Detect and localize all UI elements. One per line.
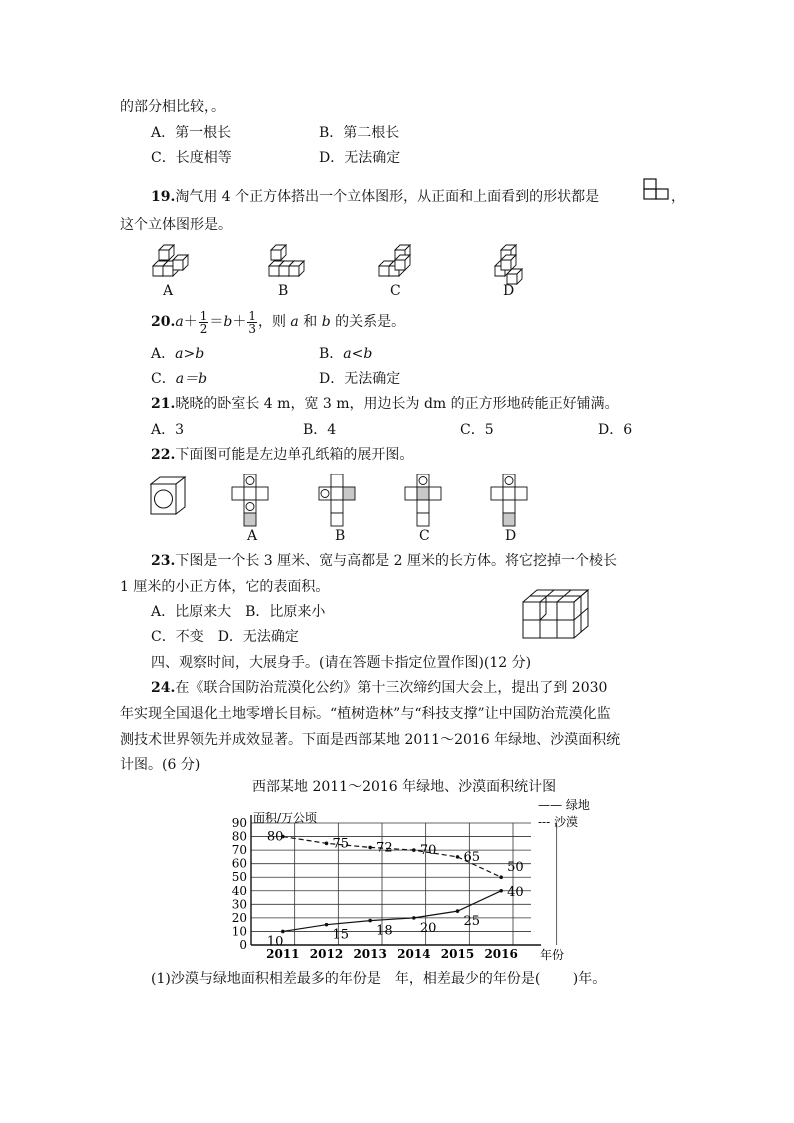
y-tick-80: 80 — [231, 829, 247, 844]
q19-label-b: B — [278, 283, 289, 299]
q20-var-b: b — [223, 314, 233, 330]
y-tick-50: 50 — [231, 870, 247, 885]
q21-option-b[interactable]: B．4 — [303, 422, 337, 438]
prev-option-a[interactable]: A．第一根长 — [151, 125, 232, 141]
q20-option-d[interactable]: D．无法确定 — [319, 371, 401, 387]
chart-x-ticks — [266, 947, 518, 961]
q23-cuboid-figure — [520, 588, 592, 642]
q24-sub1: (1)沙漠与绿地面积相差最多的年份是 年，相差最少的年份是( )年。 — [151, 971, 607, 987]
q19-label-a: A — [163, 283, 174, 299]
point-green-2016 — [499, 889, 503, 893]
q19-figure-c[interactable] — [379, 245, 410, 276]
x-tick-2014: 2014 — [397, 947, 431, 961]
q22-stem — [151, 446, 413, 464]
q23-options-ab[interactable]: A．比原来大 B．比原来小 — [151, 604, 326, 620]
q20-option-a-expr: a>b — [175, 346, 205, 362]
q20-and: 和 — [303, 314, 318, 330]
q22-net-c[interactable] — [405, 474, 441, 526]
y-tick-60: 60 — [231, 856, 247, 871]
data-label-desert-2012: 75 — [332, 836, 350, 852]
x-tick-2015: 2015 — [440, 947, 475, 961]
q21-option-c[interactable]: C．5 — [460, 422, 494, 438]
q19-text2: 这个立体图形是。 — [120, 217, 232, 233]
point-green-2014 — [412, 916, 416, 920]
q24-line4: 计图。(6 分) — [120, 757, 201, 773]
q24-line1 — [151, 679, 607, 697]
point-desert-2015 — [456, 855, 460, 859]
point-green-2012 — [325, 923, 329, 927]
q20-fraction-half — [199, 310, 209, 335]
chart-title: 西部某地 2011～2016 年绿地、沙漠面积统计图 — [252, 779, 557, 795]
y-tick-30: 30 — [231, 897, 247, 912]
q19-number: 19. — [151, 189, 176, 205]
q21-stem — [151, 395, 619, 413]
y-tick-40: 40 — [231, 883, 247, 898]
chart-x-axis-label: 年份 — [540, 948, 565, 962]
q19-stem — [151, 188, 599, 206]
y-tick-90: 90 — [231, 816, 247, 830]
data-label-green-2011: 10 — [266, 934, 284, 950]
q20-plus: ＋ — [183, 314, 198, 330]
q24-line3: 测技术世界领先并成效显著。下面是西部某地 2011～2016 年绿地、沙漠面积统 — [120, 732, 621, 748]
q22-label-d: D — [505, 528, 517, 544]
q19-comma: ， — [671, 189, 685, 205]
q20-var-a2: a — [290, 314, 299, 330]
q23-number: 23. — [151, 553, 176, 569]
x-tick-2013: 2013 — [353, 947, 387, 961]
q22-net-d[interactable] — [491, 474, 527, 526]
q20-number: 20. — [151, 314, 176, 330]
q20-frac2-den: 3 — [248, 321, 256, 336]
q23-text1: 下图是一个长 3 厘米、宽与高都是 2 厘米的长方体。将它挖掉一个棱长 — [175, 553, 617, 569]
q20-tail1: ，则 — [257, 314, 286, 330]
q22-label-b: B — [335, 528, 346, 544]
data-label-green-2015: 25 — [463, 914, 481, 930]
q22-net-b[interactable] — [319, 474, 355, 526]
point-desert-2016 — [499, 875, 503, 879]
q20-frac1-num: 1 — [199, 308, 208, 323]
q22-figures — [148, 474, 538, 528]
data-label-desert-2011: 80 — [266, 829, 284, 845]
q20-tail2: 的关系是。 — [335, 314, 406, 330]
q20-stem — [151, 305, 405, 339]
q24-line2: 年实现全国退化土地零增长目标。“植树造林”与“科技支撑”让中国防治荒漠化监 — [120, 706, 611, 722]
point-green-2013 — [368, 919, 372, 923]
q22-label-c: C — [419, 528, 430, 544]
q24-line1-text: 在《联合国防治荒漠化公约》第十三次缔约国大会上，提出了到 2030 — [175, 680, 608, 696]
q19-label-d: D — [503, 283, 515, 299]
data-label-green-2014: 20 — [419, 920, 437, 936]
legend-desert: --- 沙漠 — [538, 815, 578, 829]
q23-options-cd[interactable]: C．不变 D．无法确定 — [151, 629, 299, 645]
q20-var-b2: b — [321, 314, 331, 330]
q19-cube-options — [145, 240, 545, 298]
q20-frac2-num: 1 — [248, 308, 256, 323]
q21-text: 晓晓的卧室长 4 m，宽 3 m，用边长为 dm 的正方形地砖能正好铺满。 — [175, 396, 619, 412]
data-label-green-2016: 40 — [507, 884, 524, 900]
q21-option-d[interactable]: D．6 — [598, 422, 633, 438]
q20-frac1-den: 2 — [199, 321, 208, 336]
y-tick-70: 70 — [231, 843, 247, 858]
x-tick-2011: 2011 — [266, 947, 300, 961]
y-tick-10: 10 — [231, 924, 247, 939]
data-label-green-2013: 18 — [376, 923, 393, 939]
y-tick-20: 20 — [231, 910, 247, 925]
q21-option-a[interactable]: A．3 — [151, 422, 185, 438]
q20-option-c-expr: a＝b — [175, 371, 208, 387]
data-label-desert-2014: 70 — [419, 843, 437, 859]
legend-green: —— 绿地 — [538, 798, 590, 812]
chart-y-ticks — [232, 816, 247, 952]
q19-figure-d[interactable] — [495, 245, 522, 284]
section4-title: 四、观察时间，大展身手。(请在答题卡指定位置作图)(12 分) — [151, 655, 532, 671]
q19-label-c: C — [390, 283, 401, 299]
q19-view-icon — [643, 178, 671, 202]
y-tick-0: 0 — [239, 938, 247, 952]
point-desert-2012 — [325, 842, 329, 846]
x-tick-2016: 2016 — [484, 947, 518, 961]
x-tick-2012: 2012 — [309, 947, 344, 961]
data-label-desert-2015: 65 — [463, 849, 481, 865]
prev-option-d[interactable]: D．无法确定 — [319, 150, 401, 166]
q22-single-hole-box — [151, 477, 185, 514]
q20-option-c-label: C． — [151, 371, 176, 387]
q22-label-a: A — [247, 528, 258, 544]
q19-figure-a[interactable] — [153, 245, 188, 276]
q20-plus-2: ＋ — [232, 314, 247, 330]
prev-option-c[interactable]: C．长度相等 — [151, 150, 232, 166]
q19-figure-b[interactable] — [269, 245, 304, 276]
chart-grid — [251, 815, 557, 945]
data-label-desert-2013: 72 — [376, 840, 393, 856]
q24-number: 24. — [151, 680, 176, 696]
prev-question-tail: 的部分相比较，。 — [120, 99, 225, 115]
q22-net-a[interactable] — [232, 474, 268, 526]
prev-option-b[interactable]: B．第二根长 — [319, 125, 400, 141]
q22-text: 下面图可能是左边单孔纸箱的展开图。 — [175, 447, 414, 463]
chart-y-axis-label: 面积/万公顷 — [253, 811, 318, 825]
q23-stem-line2: 1 厘米的小正方体，它的表面积。 — [120, 579, 330, 595]
q22-number: 22. — [151, 447, 176, 463]
point-desert-2014 — [412, 848, 416, 852]
q20-option-a[interactable] — [151, 345, 204, 363]
point-green-2015 — [456, 909, 460, 913]
q20-option-b-label: B． — [319, 346, 344, 362]
q19-text: 淘气用 4 个正方体搭出一个立体图形，从正面和上面看到的形状都是 — [175, 189, 600, 205]
q20-var-a: a — [175, 314, 184, 330]
data-label-green-2012: 15 — [332, 927, 350, 943]
q23-stem-line1 — [151, 552, 617, 570]
data-label-desert-2016: 50 — [507, 860, 524, 876]
q20-option-b[interactable] — [319, 345, 372, 363]
q20-option-a-label: A． — [151, 346, 176, 362]
q20-fraction-third — [247, 310, 257, 335]
q20-option-c[interactable] — [151, 370, 207, 388]
q20-option-b-expr: a<b — [343, 346, 373, 362]
point-desert-2013 — [368, 846, 372, 850]
q21-number: 21. — [151, 396, 176, 412]
point-green-2011 — [281, 930, 285, 934]
area-line-chart — [215, 796, 610, 966]
q20-equals: ＝ — [209, 314, 224, 330]
